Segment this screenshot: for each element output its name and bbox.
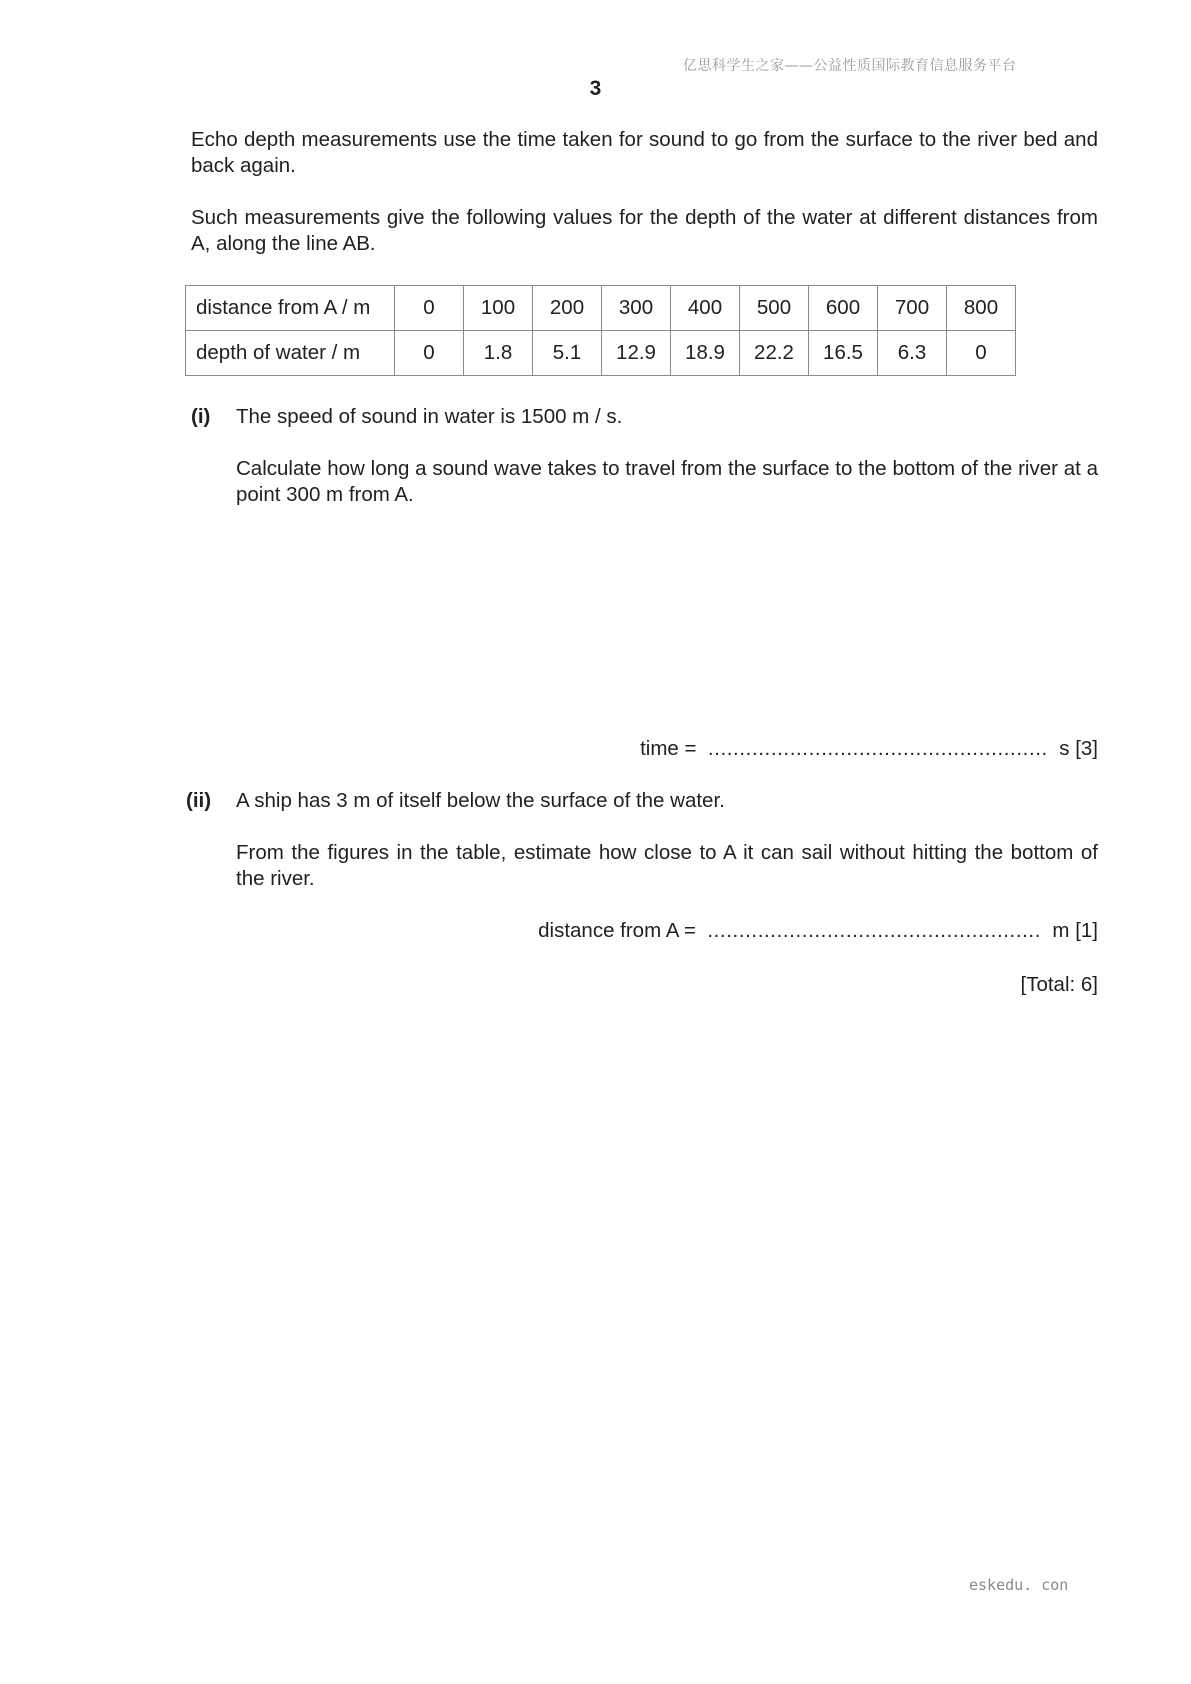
intro-paragraph-1: Echo depth measurements use the time taken for sound to go from the surface to the river bed and back again. [191,128,1098,177]
table-cell: 600 [809,286,878,331]
part-ii-line-2: From the figures in the table, estimate how close to A it can sail without hitting the bottom of the river. [236,841,1098,890]
part-i-line-1: The speed of sound in water is 1500 m / s. [236,405,623,428]
table-cell: 5.1 [533,331,602,376]
part-i-answer-line [640,736,1098,762]
page-number: 3 [589,77,602,100]
table-cell: 16.5 [809,331,878,376]
table-cell: 1.8 [464,331,533,376]
table-cell: 800 [947,286,1016,331]
answer-prefix: time = [640,737,697,760]
table-row-depth [186,331,1016,376]
part-ii-line-1: A ship has 3 m of itself below the surface of the water. [236,789,725,812]
part-ii-answer-line [538,918,1098,944]
table-cell: 18.9 [671,331,740,376]
answer-suffix: s [3] [1059,737,1098,760]
table-cell: 12.9 [602,331,671,376]
part-i-label: (i) [191,405,211,428]
total-marks: [Total: 6] [1020,973,1098,996]
part-i-line-2: Calculate how long a sound wave takes to travel from the surface to the bottom of the river at a point 300 m from A. [236,457,1098,506]
table-cell: 6.3 [878,331,947,376]
answer-blank[interactable]: ...................................................... [707,737,1048,760]
table-cell: 300 [602,286,671,331]
watermark-text: 亿思科学生之家——公益性质国际教育信息服务平台 [683,58,1017,74]
depth-data-table [185,285,1016,376]
answer-suffix: m [1] [1052,919,1098,942]
table-row-distance [186,286,1016,331]
table-cell: 400 [671,286,740,331]
table-cell: 200 [533,286,602,331]
table-cell: 100 [464,286,533,331]
table-row-header: depth of water / m [186,331,395,376]
table-cell: 0 [395,286,464,331]
table-cell: 700 [878,286,947,331]
table-cell: 0 [947,331,1016,376]
answer-prefix: distance from A = [538,919,696,942]
table-cell: 0 [395,331,464,376]
intro-paragraph-2: Such measurements give the following values for the depth of the water at different distances from A, along the line AB. [191,206,1098,255]
table-cell: 22.2 [740,331,809,376]
table-row-header: distance from A / m [186,286,395,331]
footer-site-mark: eskedu. con [969,1576,1069,1594]
answer-blank[interactable]: ..................................................... [707,919,1042,942]
part-ii-label: (ii) [186,789,212,812]
table-cell: 500 [740,286,809,331]
